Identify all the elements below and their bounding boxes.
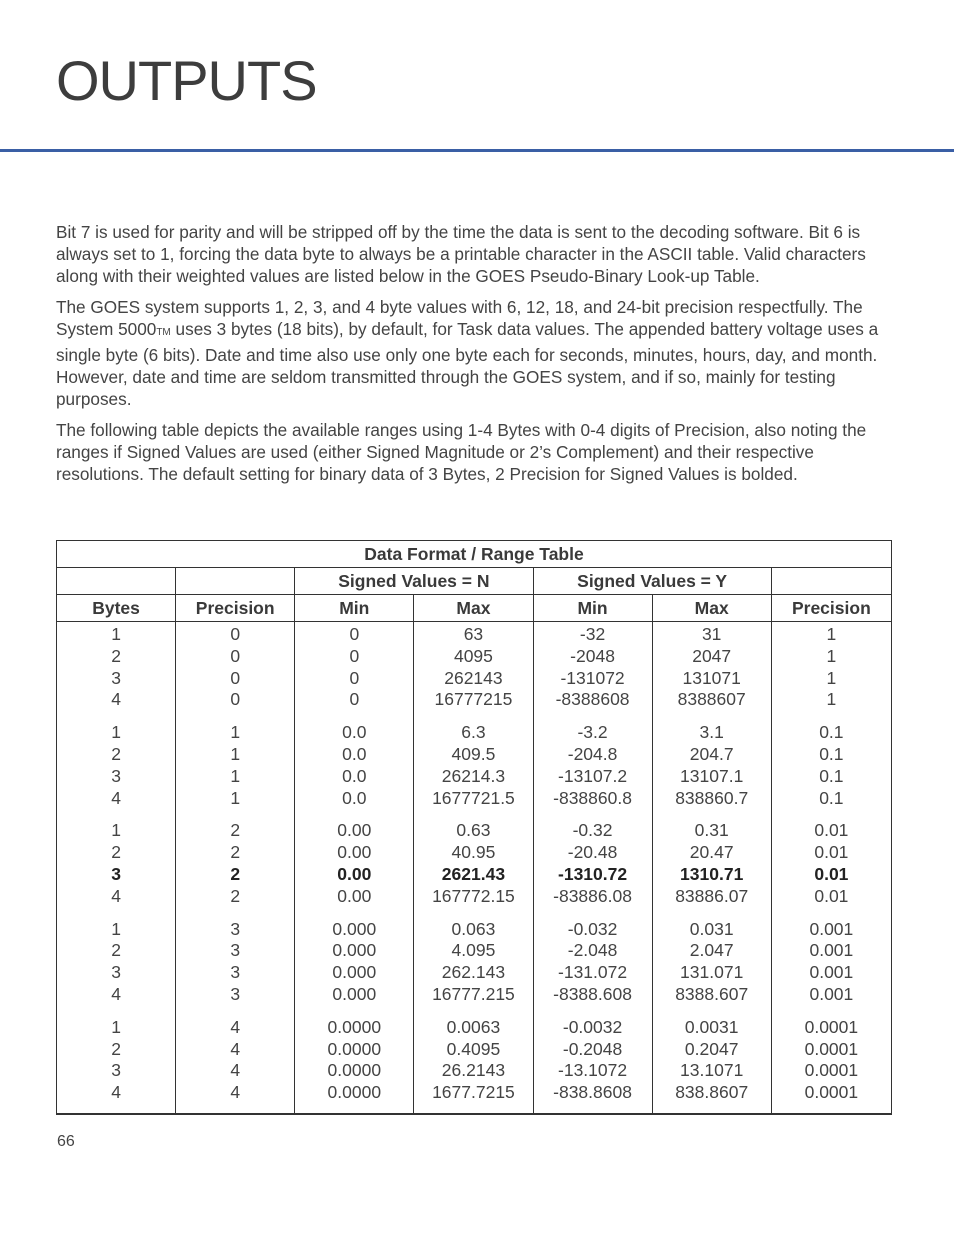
cell-value: 0 xyxy=(349,624,360,644)
cell-value: -2048 xyxy=(570,645,615,666)
cell-value: 1 xyxy=(111,624,121,644)
cell-value: 0.031 xyxy=(689,918,734,939)
cell-value: 0.00 xyxy=(337,842,372,863)
cell-value: 8388607 xyxy=(677,689,746,710)
cell-value: 0.01 xyxy=(814,863,849,884)
precision-cell xyxy=(176,818,295,916)
cell-value: 1 xyxy=(111,722,121,743)
cell-value: 838860.7 xyxy=(675,787,749,808)
n-min-cell xyxy=(295,818,414,916)
cell-value: 0.00 xyxy=(337,820,372,841)
cell-value: 0.1 xyxy=(819,787,844,808)
cell-value: 0.1 xyxy=(819,743,844,764)
bytes-cell xyxy=(57,622,176,721)
cell-value: -13107.2 xyxy=(558,765,628,786)
cell-value: -32 xyxy=(579,624,606,644)
cell-value: 16777215 xyxy=(434,689,513,710)
resolution-cell xyxy=(771,818,891,916)
cell-value: -83886.08 xyxy=(553,885,632,906)
cell-value: 1 xyxy=(111,820,121,841)
cell-value: 2 xyxy=(111,940,121,961)
cell-value: 6.3 xyxy=(461,722,486,743)
y-max-cell xyxy=(652,917,771,1015)
cell-value: 0.01 xyxy=(814,842,849,863)
cell-value: 26.2143 xyxy=(441,1060,506,1081)
cell-value: 0.01 xyxy=(814,885,849,906)
table-title: Data Format / Range Table xyxy=(57,541,892,568)
cell-value: 0.0000 xyxy=(327,1038,382,1059)
resolution-cell xyxy=(771,917,891,1015)
n-min-cell xyxy=(295,917,414,1015)
cell-value: -8388608 xyxy=(555,689,630,710)
n-min-cell xyxy=(295,1015,414,1114)
page-title: OUTPUTS xyxy=(56,49,317,112)
cell-value: 4 xyxy=(111,983,121,1004)
cell-value: -8388.608 xyxy=(553,983,632,1004)
y-max-cell xyxy=(652,1015,771,1114)
group-header-empty xyxy=(57,568,176,595)
cell-value: 0.0031 xyxy=(684,1016,739,1037)
bytes-cell xyxy=(57,1015,176,1114)
cell-value: 0 xyxy=(349,689,360,710)
cell-value: 0.00 xyxy=(337,863,372,884)
cell-value: 0.0 xyxy=(342,787,367,808)
cell-value: 0.0001 xyxy=(804,1016,859,1037)
cell-value: 31 xyxy=(701,624,722,644)
y-max-cell xyxy=(652,818,771,916)
cell-value: -204.8 xyxy=(567,743,618,764)
cell-value: 0 xyxy=(349,645,360,666)
n-max-cell xyxy=(414,1015,533,1114)
y-min-cell xyxy=(533,720,652,818)
bytes-cell xyxy=(57,720,176,818)
cell-value: 0.0000 xyxy=(327,1082,382,1103)
cell-value: 0.01 xyxy=(814,820,849,841)
cell-value: 2621.43 xyxy=(441,863,506,884)
column-header-n-min: Min xyxy=(295,595,414,622)
group-header-empty xyxy=(176,568,295,595)
cell-value: 1 xyxy=(826,689,837,710)
cell-value: 2047 xyxy=(692,645,732,666)
cell-value: 83886.07 xyxy=(675,885,749,906)
cell-value: -838860.8 xyxy=(553,787,632,808)
title-divider xyxy=(0,149,954,152)
paragraph-parity: Bit 7 is used for parity and will be stripped off by the time the data is sent to the decoding software. Bit 6 is always set to 1, forcing the data byte to always be a printable character in the ASCII table. Valid characters along with their weighted values are listed below in the GOES Pseudo-Binary Look-up Table. xyxy=(56,222,866,286)
cell-value: 20.47 xyxy=(689,842,734,863)
bytes-cell xyxy=(57,917,176,1015)
table-row-group xyxy=(57,1015,892,1114)
cell-value: 0.000 xyxy=(332,918,377,939)
cell-value: 1677.7215 xyxy=(432,1082,515,1103)
cell-value: 0 xyxy=(230,645,241,666)
n-min-cell xyxy=(295,720,414,818)
column-header-resolution: Precision xyxy=(771,595,891,622)
cell-value: 1 xyxy=(826,667,837,688)
cell-value: 2 xyxy=(230,863,241,884)
cell-value: 262.143 xyxy=(441,962,506,983)
cell-value: -131.072 xyxy=(558,962,628,983)
cell-value: 1 xyxy=(826,624,837,644)
cell-value: 63 xyxy=(463,624,484,644)
cell-value: -2.048 xyxy=(567,940,618,961)
cell-value: 0.0001 xyxy=(804,1060,859,1081)
n-min-cell xyxy=(295,622,414,721)
table-row-group xyxy=(57,720,892,818)
cell-value: 0 xyxy=(230,667,241,688)
group-header-signed-y: Signed Values = Y xyxy=(533,568,771,595)
cell-value: 3 xyxy=(230,983,241,1004)
column-header-bytes: Bytes xyxy=(57,595,176,622)
cell-value: 0.001 xyxy=(809,918,854,939)
precision-cell xyxy=(176,1015,295,1114)
cell-value: 8388.607 xyxy=(675,983,749,1004)
cell-value: 1 xyxy=(230,722,241,743)
n-max-cell xyxy=(414,622,533,721)
page-number: 66 xyxy=(57,1133,75,1150)
cell-value: 4 xyxy=(230,1038,241,1059)
resolution-cell xyxy=(771,1015,891,1114)
paragraph-byte-support-a: The GOES system supports 1, 2, 3, and 4 byte values with 6, 12, 18, and 24-bit precision respectfully. The System 5000 xyxy=(56,297,863,339)
cell-value: 13.1071 xyxy=(680,1060,744,1081)
cell-value: 0.0 xyxy=(342,765,367,786)
cell-value: 0.00 xyxy=(337,885,372,906)
n-max-cell xyxy=(414,917,533,1015)
table-row-group xyxy=(57,818,892,916)
cell-value: 0.0001 xyxy=(804,1038,859,1059)
cell-value: 3 xyxy=(230,962,241,983)
cell-value: 4 xyxy=(230,1060,241,1081)
y-min-cell xyxy=(533,1015,652,1114)
cell-value: 167772.15 xyxy=(432,885,515,906)
cell-value: 0 xyxy=(230,689,241,710)
group-header-signed-n: Signed Values = N xyxy=(295,568,533,595)
cell-value: 0.000 xyxy=(332,962,377,983)
cell-value: 0.0000 xyxy=(327,1060,382,1081)
cell-value: 0.000 xyxy=(332,940,377,961)
cell-value: 4095 xyxy=(453,645,493,666)
cell-value: 2.047 xyxy=(689,940,734,961)
precision-cell xyxy=(176,720,295,818)
cell-value: 4 xyxy=(111,1082,121,1103)
cell-value: 0.2047 xyxy=(684,1038,739,1059)
precision-cell xyxy=(176,622,295,721)
trademark-mark: TM xyxy=(156,327,171,338)
y-max-cell xyxy=(652,720,771,818)
paragraph-byte-support xyxy=(56,296,901,410)
cell-value: 4.095 xyxy=(451,940,496,961)
cell-value: 0.0063 xyxy=(446,1016,501,1037)
column-header-precision: Precision xyxy=(176,595,295,622)
table-row-group xyxy=(57,917,892,1015)
y-min-cell xyxy=(533,917,652,1015)
y-max-cell xyxy=(652,622,771,721)
cell-value: 0.0 xyxy=(342,722,367,743)
cell-value: 1 xyxy=(230,765,241,786)
cell-value: 262143 xyxy=(444,667,503,688)
cell-value: 0.31 xyxy=(694,820,729,841)
cell-value: 3 xyxy=(111,863,121,884)
cell-value: 1677721.5 xyxy=(432,787,515,808)
cell-value: -0.032 xyxy=(567,918,618,939)
cell-value: 0.4095 xyxy=(446,1038,501,1059)
cell-value: 2 xyxy=(111,842,121,863)
cell-value: -3.2 xyxy=(577,722,608,743)
cell-value: 409.5 xyxy=(451,743,496,764)
cell-value: -0.2048 xyxy=(562,1038,623,1059)
cell-value: -131072 xyxy=(560,667,625,688)
cell-value: 16777.215 xyxy=(432,983,515,1004)
paragraph-table-intro: The following table depicts the available ranges using 1-4 Bytes with 0-4 digits of Precision, also noting the ranges if Signed Values are used (either Signed Magnitude or 2’s Complement) and their respective resolutions. The default setting for binary data of 3 Bytes, 2 Precision for Signed Values is bolded. xyxy=(56,420,867,484)
cell-value: 3 xyxy=(111,1060,121,1081)
cell-value: 13107.1 xyxy=(680,765,744,786)
cell-value: 838.8607 xyxy=(675,1082,749,1103)
cell-value: 0.001 xyxy=(809,940,854,961)
cell-value: 2 xyxy=(111,1038,121,1059)
table-row-group xyxy=(57,622,892,721)
cell-value: 1 xyxy=(826,645,837,666)
cell-value: 3 xyxy=(111,765,121,786)
cell-value: 4 xyxy=(111,689,121,710)
n-max-cell xyxy=(414,720,533,818)
cell-value: 0.001 xyxy=(809,962,854,983)
cell-value: 3 xyxy=(111,667,121,688)
column-header-n-max: Max xyxy=(414,595,533,622)
cell-value: 26214.3 xyxy=(441,765,506,786)
cell-value: 1 xyxy=(111,1016,121,1037)
cell-value: 4 xyxy=(230,1016,241,1037)
cell-value: 2 xyxy=(230,885,241,906)
cell-value: 0.0001 xyxy=(804,1082,859,1103)
resolution-cell xyxy=(771,622,891,721)
cell-value: -20.48 xyxy=(567,842,618,863)
cell-value: 1 xyxy=(230,743,241,764)
cell-value: 0.0 xyxy=(342,743,367,764)
cell-value: 131.071 xyxy=(680,962,744,983)
cell-value: 2 xyxy=(230,842,241,863)
cell-value: 3 xyxy=(111,962,121,983)
cell-value: 3 xyxy=(230,940,241,961)
cell-value: 1 xyxy=(111,918,121,939)
cell-value: 1 xyxy=(230,787,241,808)
y-min-cell xyxy=(533,818,652,916)
cell-value: 0.63 xyxy=(456,820,491,841)
cell-value: 204.7 xyxy=(689,743,734,764)
cell-value: -13.1072 xyxy=(558,1060,628,1081)
body-text xyxy=(56,221,901,494)
cell-value: 4 xyxy=(111,787,121,808)
cell-value: 0.1 xyxy=(819,722,844,743)
paragraph-byte-support-b: uses 3 bytes (18 bits), by default, for Task data values. The appended battery voltage uses a single byte (6 bits). Date and time also use only one byte each for seconds, minutes, hours, day, and month. However, date and time are seldom transmitted through the GOES system, and if so, mainly for testing purposes. xyxy=(56,319,879,409)
cell-value: 131071 xyxy=(682,667,741,688)
cell-value: -838.8608 xyxy=(553,1082,632,1103)
cell-value: 2 xyxy=(111,743,121,764)
cell-value: 4 xyxy=(230,1082,241,1103)
column-header-y-min: Min xyxy=(533,595,652,622)
n-max-cell xyxy=(414,818,533,916)
cell-value: 0 xyxy=(349,667,360,688)
cell-value: 0 xyxy=(230,624,241,644)
column-header-y-max: Max xyxy=(652,595,771,622)
cell-value: -0.0032 xyxy=(562,1016,623,1037)
cell-value: 3.1 xyxy=(699,722,724,743)
precision-cell xyxy=(176,917,295,1015)
cell-value: 3 xyxy=(230,918,241,939)
cell-value: -1310.72 xyxy=(558,863,628,884)
bytes-cell xyxy=(57,818,176,916)
cell-value: 4 xyxy=(111,885,121,906)
cell-value: -0.32 xyxy=(572,820,613,841)
cell-value: 2 xyxy=(230,820,241,841)
cell-value: 2 xyxy=(111,645,121,666)
y-min-cell xyxy=(533,622,652,721)
group-header-empty xyxy=(771,568,891,595)
resolution-cell xyxy=(771,720,891,818)
cell-value: 0.000 xyxy=(332,983,377,1004)
cell-value: 0.0000 xyxy=(327,1016,382,1037)
cell-value: 0.001 xyxy=(809,983,854,1004)
cell-value: 0.063 xyxy=(451,918,496,939)
cell-value: 40.95 xyxy=(451,842,496,863)
data-format-range-table xyxy=(56,540,892,1115)
cell-value: 0.1 xyxy=(819,765,844,786)
cell-value: 1310.71 xyxy=(680,863,744,884)
